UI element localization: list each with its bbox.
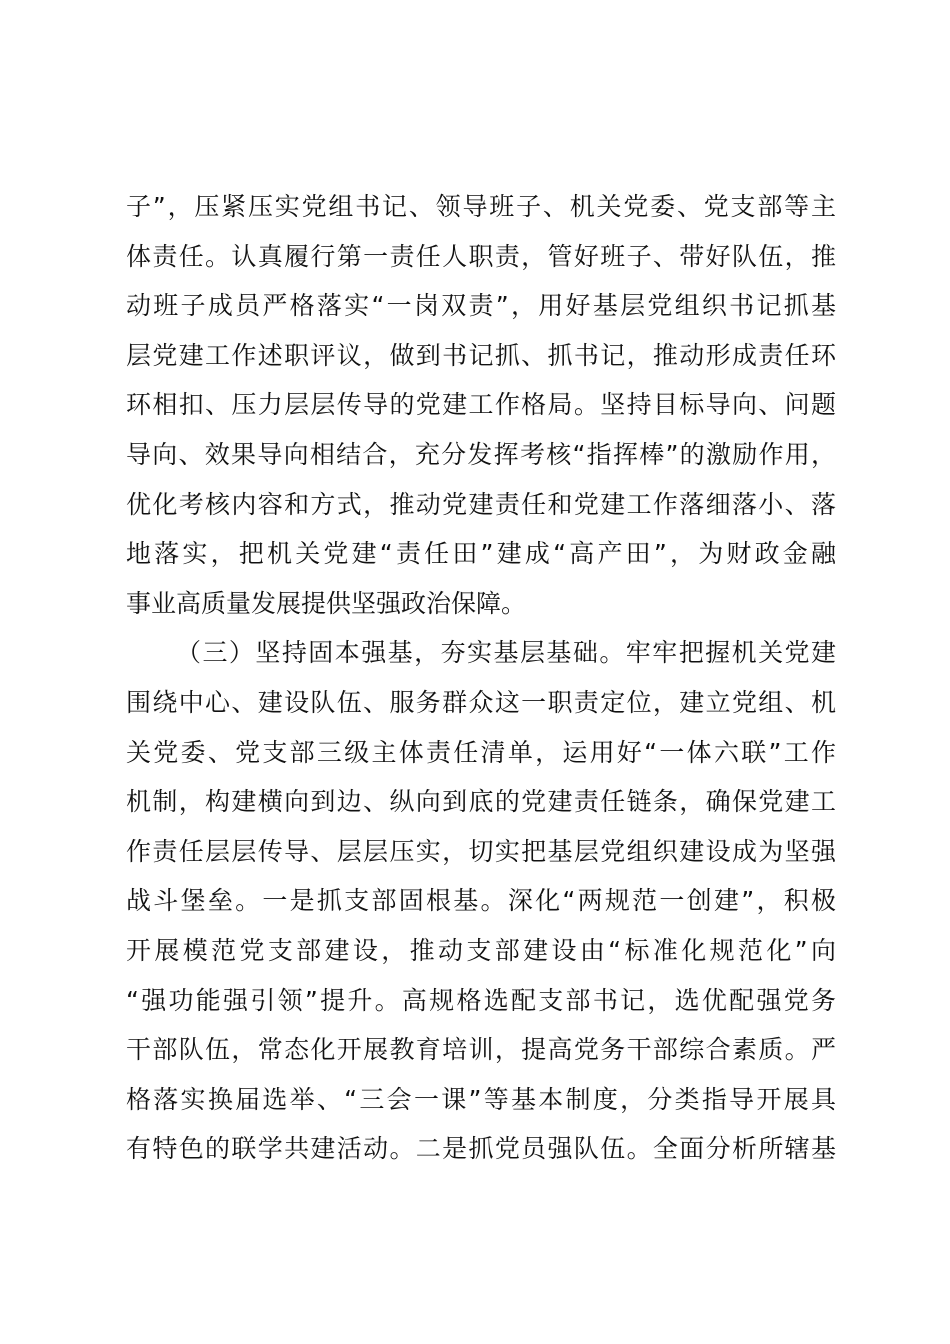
text-line: 环相扣、压力层层传导的党建工作格局。坚持目标导向、问题 [126, 390, 836, 420]
text-line: 子”，压紧压实党组书记、领导班子、机关党委、党支部等主 [126, 192, 836, 221]
text-line: 体责任。认真履行第一责任人职责，管好班子、带好队伍，推 [126, 241, 836, 271]
section-heading-line: （三）坚持固本强基，夯实基层基础。牢牢把握机关党建 [176, 638, 836, 668]
text-line: 战斗堡垒。一是抓支部固根基。深化“两规范一创建”，积极 [126, 886, 836, 916]
text-line: 动班子成员严格落实“一岗双责”，用好基层党组织书记抓基 [126, 291, 836, 321]
text-line: 格落实换届选举、“三会一课”等基本制度，分类指导开展具 [126, 1084, 836, 1114]
text-line: 层党建工作述职评议，做到书记抓、抓书记，推动形成责任环 [126, 340, 836, 370]
text-line: 围绕中心、建设队伍、服务群众这一职责定位，建立党组、机 [126, 687, 836, 717]
text-line: 开展模范党支部建设，推动支部建设由“标准化规范化”向 [126, 935, 836, 965]
text-line: 关党委、党支部三级主体责任清单，运用好“一体六联”工作 [126, 737, 836, 767]
text-line: 导向、效果导向相结合，充分发挥考核“指挥棒”的激励作用， [126, 439, 836, 469]
body-text [126, 182, 836, 1174]
text-line: 事业高质量发展提供坚强政治保障。 [126, 588, 527, 618]
text-line: 机制，构建横向到边、纵向到底的党建责任链条，确保党建工 [126, 787, 836, 817]
text-line: “强功能强引领”提升。高规格选配支部书记，选优配强党务 [126, 985, 836, 1015]
text-line: 地落实，把机关党建“责任田”建成“高产田”，为财政金融 [126, 539, 836, 569]
text-line: 作责任层层传导、层层压实，切实把基层党组织建设成为坚强 [126, 836, 836, 866]
text-line: 干部队伍，常态化开展教育培训，提高党务干部综合素质。严 [126, 1035, 836, 1065]
text-line: 优化考核内容和方式，推动党建责任和党建工作落细落小、落 [126, 489, 836, 519]
text-line: 有特色的联学共建活动。二是抓党员强队伍。全面分析所辖基 [126, 1134, 836, 1164]
